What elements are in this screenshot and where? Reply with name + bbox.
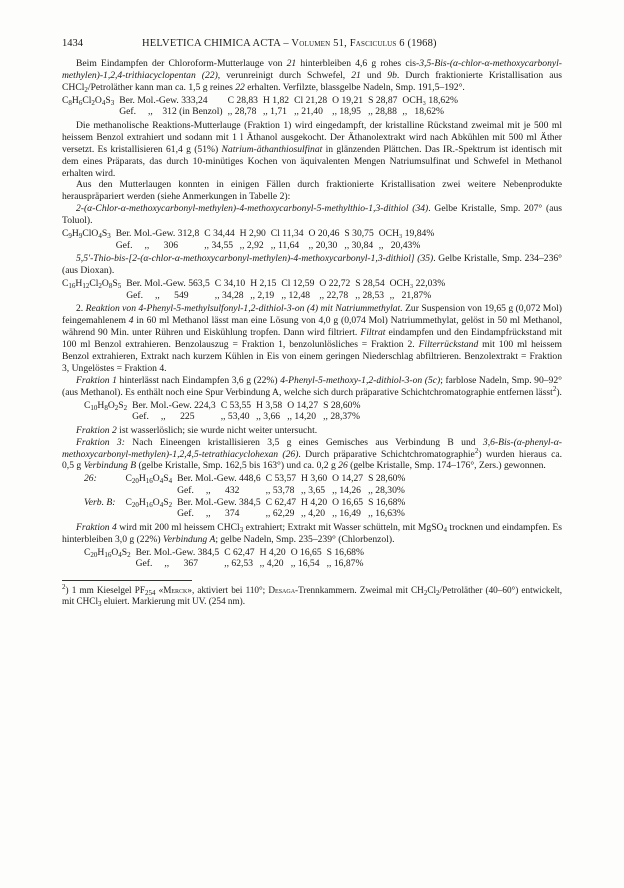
formula: $C_9H_9ClO_4S_3$ (62, 228, 111, 241)
paragraph-fraktion1-methanol: Die methanolische Reaktions-Mutterlauge (Fraktion 1) wird eingedampft, der kristalline Rückstand zweimal mit je 500 ml heissem Benzol extrahiert und sodann mit 1 l Äthanol ausgekocht. Der Äthanolextrakt wird nach Abkühlen mit 500 ml Äther versetzt. Es kristallisieren 61,4 g (51%) Natrium-äthanthiosulfinat in glänzenden Plättchen. Das IR.-Spektrum ist identisch mit dem eines Präparats, das durch 10-minütiges Kochen von äquivalenten Mengen Natriumsulfinat und Schwefel in Methanol erhalten wird. (62, 119, 562, 179)
analysis-table-35: $C_{16}H_{12}Cl_2O_8S_5$ Ber. Mol.-Gew. 563,5 C 34,10 H 2,15 Cl 12,59 O 22,72 S 28,54 OCH₃ 22,03% Gef. ,, 549 ,, 34,28 ,, 2,19 ,, 12,48 ,, 22,78 ,, 28,53 ,, 21,87% (62, 278, 446, 301)
formula: $C_{16}H_{12}Cl_2O_8S_5$ (62, 278, 122, 291)
page-number: 1434 (62, 38, 83, 49)
analysis-table-5c: $C_{10}H_8O_2S_2$ Ber. Mol.-Gew. 224,3 C 53,55 H 3,58 O 14,27 S 28,60% Gef. ,, 225 ,, 53,40 ,, 3,66 ,, 14,20 ,, 28,37% (84, 399, 361, 423)
paragraph-reaction-2: 2. Reaktion von 4-Phenyl-5-methylsulfonyl-1,2-dithiol-3-on (4) mit Natriummethylat. Zur Suspension von 19,65 g (0,072 Mol) feingemahlenem 4 in 60 ml Methanol lässt man eine Lösung von 4,0 g (0,074 Mol) Natriummethylat, gelöst in 50 ml Methanol, während 90 Min. unter Rühren und Eiskühlung tropfen. Dann wird filtriert. Filtrat eindampfen und den Eindampfrückstand mit 100 ml Benzol extrahieren. Benzolauszug = Fraktion 1, benzolunlösliches = Fraktion 2. Filterrückstand mit 100 ml heissem Benzol extrahieren, Extrakt nach kurzem Kühlen in Eis von einem geringen Niederschlag abfiltrieren. Benzolextrakt = Fraktion 3, Ungelöstes = Fraktion 4. (62, 303, 562, 374)
formula: $C_{20}H_{16}O_4S_2$ (125, 496, 173, 509)
running-title: HELVETICA CHIMICA ACTA – Volumen 51, Fasciculus 6 (1968) (142, 38, 437, 49)
formula: $C_{10}H_8O_2S_2$ (84, 399, 128, 412)
analysis-table-22: $C_8H_6Cl_2O_4S_3$ Ber. Mol.-Gew. 333,24 C 28,83 H 1,82 Cl 21,28 O 19,21 S 28,87 OCH₃ 18,62% Gef. ,, 312 (in Benzol) ,, 28,78 ,, 1,71 ,, 21,40 ,, 18,95 ,, 28,88 ,, 18,62% (62, 94, 458, 118)
footnote-2: $^2$) 1 mm Kieselgel $PF_{254}$ «Merck», aktiviert bei 110°; Desaga-Trennkammern. Zweimal mit $CH_2Cl_2$/Petroläther (40–60°) entwickelt, mit CHCl$_3$ eluiert. Markierung mit UV. (254 nm). (62, 582, 562, 609)
paragraph-fraktion-4: Fraktion 4 wird mit 200 ml heissem CHCl$_3$ extrahiert; Extrakt mit Wasser schütteln, mit MgSO$_4$ trocknen und eindampfen. Es hinterbleiben 3,0 g (22%) Verbindung A; gelbe Nadeln, Smp. 235–239° (Chlorbenzol). (62, 521, 562, 545)
article-body (62, 58, 562, 608)
paragraph-fraktion-2: Fraktion 2 ist wasserlöslich; sie wurde nicht weiter untersucht. (76, 424, 318, 436)
analysis-table-verb-a: $C_{20}H_{16}O_4S_2$ Ber. Mol.-Gew. 384,5 C 62,47 H 4,20 O 16,65 S 16,68% Gef. ,, 367 ,, 62,53 ,, 4,20 ,, 16,54 ,, 16,87% (84, 546, 364, 570)
formula: $C_{20}H_{16}O_4S_4$ (125, 473, 173, 486)
paragraph-fraktion-1: Fraktion 1 hinterlässt nach Eindampfen 3,6 g (22%) 4-Phenyl-5-methoxy-1,2-dithiol-3-on (5c); farblose Nadeln, Smp. 90–92° (aus Methanol). Es enthält noch eine Spur Verbindung A, welche sich durch präparative Schichtchromatographie entfernen lässt$^2$). (62, 374, 562, 398)
footnote-divider (62, 580, 192, 581)
paragraph-compound-35: 5,5′-Thio-bis-[2-(α-chlor-α-methoxycarbonyl-methylen)-4-methoxycarbonyl-1,3-dithiol] (35). Gelbe Kristalle, Smp. 234–236° (aus Dioxan). (62, 253, 563, 277)
analysis-table-26-verb-b: 26: $C_{20}H_{16}O_4S_4$ Ber. Mol.-Gew. 448,6 C 53,57 H 3,60 O 14,27 S 28,60% Gef. ,, 432 ,, 53,78 ,, 3,65 ,, 14,26 ,, 28,30% Verb. B: $C_{20}H_{16}O_4S_2$ Ber. Mol.-Gew. 384,5 C 62,47 H 4,20 O 16,65 S 16,68% Gef. ,, 374 ,, 62,29 ,, 4,20 ,, 16,49 ,, 16,63% (84, 473, 406, 520)
paragraph-fraktion-3: Fraktion 3: Nach Eineengen kristallisieren 3,5 g eines Gemisches aus Verbindung B und 3,6-Bis-(α-phenyl-α-methoxycarbonyl-methylen)-1,2,4,5-tetrathiacyclohexan (26). Durch präparative Schichtchromatographie$^2$) wurden hieraus ca. 0,5 g Verbindung B (gelbe Kristalle, Smp. 162,5 bis 163°) und ca. 0,2 g 26 (gelbe Kristalle, Smp. 174–176°, Zers.) gewonnen. (62, 436, 562, 472)
paragraph-compound-34: 2-(α-Chlor-α-methoxycarbonyl-methylen)-4-methoxycarbonyl-5-methylthio-1,3-dithiol (34). Gelbe Kristalle, Smp. 207° (aus Toluol). (62, 203, 563, 227)
analysis-table-34: $C_9H_9ClO_4S_3$ Ber. Mol.-Gew. 312,8 C 34,44 H 2,90 Cl 11,34 O 20,46 S 30,75 OCH₃ 19,84% Gef. ,, 306 ,, 34,55 ,, 2,92 ,, 11,64 ,, 20,30 ,, 30,84 ,, 20,43% (62, 228, 435, 251)
paragraph-22: Beim Eindampfen der Chloroform-Mutterlauge von 21 hinterbleiben 4,6 g rohes cis-3,5-Bis-(α-chlor-α-methoxycarbonyl-methylen)-1,2,4-trithiacyclopentan (22), verunreinigt durch Schwefel, 21 und 9b. Durch fraktionierte Kristallisation aus CHCl$_2$/Petroläther kann man ca. 1,5 g reines 22 erhalten. Verfilzte, blassgelbe Nadeln, Smp. 191,5–192°. (62, 58, 563, 94)
paragraph-nebenprodukte: Aus den Mutterlaugen konnten in einigen Fällen durch fraktionierte Kristallisation zwei weitere Nebenprodukte herauspräpariert werden (siehe Anmerkungen in Tabelle 2): (62, 179, 562, 203)
formula: $C_8H_6Cl_2O_4S_3$ (62, 94, 115, 107)
formula: $C_{20}H_{16}O_4S_2$ (84, 546, 131, 559)
